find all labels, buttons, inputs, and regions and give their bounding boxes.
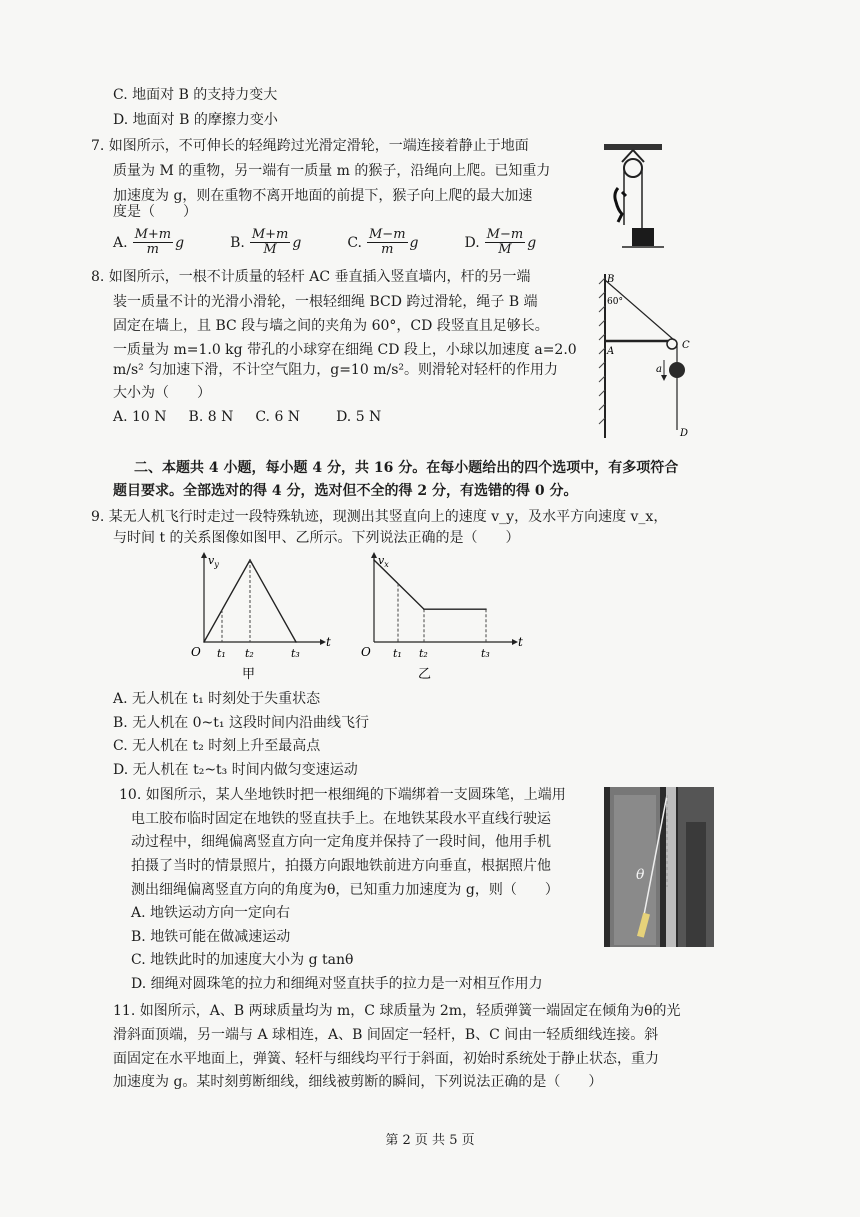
tick-label-t3: t₃ — [481, 647, 490, 660]
q8-option-b: B. 8 N — [188, 409, 234, 425]
q10-option-c: C. 地铁此时的加速度大小为 g tanθ — [131, 952, 354, 968]
theta-label: θ — [636, 867, 645, 883]
chart-yi — [360, 548, 530, 688]
chart-caption: 甲 — [242, 667, 256, 682]
q9-stem-line: 9. 某无人机飞行时走过一段特殊轨迹，现测出其竖直向上的速度 v_y，及水平方向速度 v_x， — [91, 509, 668, 525]
y-axis-label: $v_y$ — [208, 554, 219, 569]
pulley-wheel — [667, 339, 677, 349]
q7-stem-line: 度是（ ） — [113, 204, 197, 220]
q10-stem-line: 拍摄了当时的情景照片，拍摄方向跟地铁前进方向垂直，根据照片他 — [131, 858, 551, 874]
q8-stem-line: 装一质量不计的光滑小滑轮，一根轻细绳 BCD 跨过滑轮，绳子 B 端 — [113, 294, 538, 310]
section-2-header: 题目要求。全部选对的得 4 分，选对但不全的得 2 分，有选错的得 0 分。 — [113, 483, 578, 499]
q9-stem-line: 与时间 t 的关系图像如图甲、乙所示。下列说法正确的是（ ） — [113, 530, 520, 546]
x-axis-label: t — [518, 635, 523, 649]
q8-option-c: C. 6 N — [255, 409, 301, 425]
data-point — [373, 559, 375, 561]
rod-pulley-figure — [596, 268, 696, 443]
weight-block — [632, 228, 654, 246]
data-point — [295, 641, 297, 643]
q10-stem-line: 测出细绳偏离竖直方向的角度为θ，已知重力加速度为 g，则（ ） — [131, 882, 559, 898]
q8-stem-line: 大小为（ ） — [113, 385, 211, 401]
q8-option-d: D. 5 N — [336, 409, 382, 425]
q9-option-c: C. 无人机在 t₂ 时刻上升至最高点 — [113, 738, 321, 754]
q7-option-c: C. $\frac{M-m}{m}$ g — [347, 227, 419, 257]
q7-option-d: D. $\frac{M-m}{M}$ g — [464, 227, 537, 257]
q7-options — [113, 228, 582, 257]
label-c: C — [682, 340, 690, 351]
q10-stem-line: 动过程中，细绳偏离竖直方向一定角度并保持了一段时间，他用手机 — [131, 834, 551, 850]
q10-option-b: B. 地铁可能在做减速运动 — [131, 929, 291, 945]
q8-stem-line: m/s² 匀加速下滑，不计空气阻力，g=10 m/s²。则滑轮对轻杆的作用力 — [113, 362, 558, 378]
q8-stem-line: 一质量为 m=1.0 kg 带孔的小球穿在细绳 CD 段上，小球以加速度 a=2.0 — [113, 342, 577, 358]
chart-jia — [190, 548, 340, 688]
y-axis-label: $v_x$ — [378, 554, 389, 569]
q6-option-c: C. 地面对 B 的支持力变大 — [113, 87, 278, 103]
q9-option-a: A. 无人机在 t₁ 时刻处于失重状态 — [113, 691, 321, 707]
tick-label-t2: t₂ — [245, 647, 254, 660]
series-line — [374, 560, 486, 609]
q8-stem-line: 固定在墙上，且 BC 段与墙之间的夹角为 60°，CD 段竖直且足够长。 — [113, 318, 549, 334]
y-axis-arrow — [201, 552, 207, 558]
q7-stem-line: 加速度为 g，则在重物不离开地面的前提下，猴子向上爬的最大加速 — [113, 188, 533, 204]
y-axis-arrow — [371, 552, 377, 558]
q10-option-d: D. 细绳对圆珠笔的拉力和细绳对竖直扶手的拉力是一对相互作用力 — [131, 976, 543, 992]
data-point — [203, 641, 205, 643]
tick-label-t3: t₃ — [291, 647, 300, 660]
label-angle: 60° — [607, 297, 623, 307]
pulley-wheel — [624, 159, 642, 177]
q10-stem-line: 电工胶布临时固定在地铁的竖直扶手上。在地铁某段水平直线行驶运 — [131, 811, 551, 827]
x-axis-label: t — [326, 635, 331, 649]
label-acceleration: a — [656, 364, 662, 375]
pulley-monkey-figure — [598, 140, 668, 255]
fraction: $\frac{M-m}{M}$ — [486, 227, 524, 257]
origin-label: O — [191, 645, 201, 659]
chart-caption: 乙 — [418, 667, 432, 682]
page-footer: 第 2 页 共 5 页 — [385, 1133, 475, 1148]
subway-photo-image — [604, 787, 714, 947]
tick-label-t1: t₁ — [393, 647, 402, 660]
q11-stem-line: 滑斜面顶端，另一端与 A 球相连，A、B 间固定一轻杆，B、C 间由一轻质细线连接。斜 — [113, 1027, 659, 1043]
q10-option-a: A. 地铁运动方向一定向右 — [131, 905, 291, 921]
label-d: D — [680, 428, 689, 439]
tick-label-t2: t₂ — [419, 647, 428, 660]
q7-option-a: A. $\frac{M+m}{m}$ g — [113, 227, 185, 257]
q9-option-d: D. 无人机在 t₂~t₃ 时间内做匀变速运动 — [113, 762, 358, 778]
q8-stem-line: 8. 如图所示，一根不计质量的轻杆 AC 垂直插入竖直墙内，杆的另一端 — [91, 269, 531, 285]
q7-option-b: B. $\frac{M+m}{M}$ g — [230, 227, 302, 257]
q8-option-a: A. 10 N — [113, 409, 167, 425]
q6-option-d: D. 地面对 B 的摩擦力变小 — [113, 112, 278, 128]
q7-stem-line: 质量为 M 的重物，另一端有一质量 m 的猴子，沿绳向上爬。已知重力 — [113, 163, 551, 179]
q11-stem-line: 11. 如图所示，A、B 两球质量均为 m，C 球质量为 2m，轻质弹簧一端固定在倾角为θ的光 — [113, 1003, 681, 1019]
ball — [669, 362, 685, 378]
q9-option-b: B. 无人机在 0~t₁ 这段时间内沿曲线飞行 — [113, 715, 369, 731]
origin-label: O — [361, 645, 371, 659]
fraction: $\frac{M-m}{m}$ — [368, 227, 406, 257]
fraction: $\frac{M+m}{m}$ — [134, 227, 172, 257]
rope-bc — [605, 280, 674, 340]
label-a: A — [607, 346, 615, 357]
subway-photo — [604, 787, 714, 947]
tick-label-t1: t₁ — [217, 647, 226, 660]
q11-stem-line: 面固定在水平地面上，弹簧、轻杆与细线均平行于斜面，初始时系统处于静止状态，重力 — [113, 1051, 659, 1067]
label-b: B — [607, 274, 615, 285]
q11-stem-line: 加速度为 g。某时刻剪断细线，细线被剪断的瞬间，下列说法正确的是（ ） — [113, 1074, 603, 1090]
ceiling — [604, 144, 662, 150]
section-2-header: 二、本题共 4 小题，每小题 4 分，共 16 分。在每小题给出的四个选项中，有多项符合 — [134, 460, 679, 476]
q10-stem-line: 10. 如图所示，某人坐地铁时把一根细绳的下端绑着一支圆珠笔，上端用 — [119, 787, 566, 803]
q7-stem-line: 7. 如图所示，不可伸长的轻绳跨过光滑定滑轮，一端连接着静止于地面 — [91, 138, 529, 154]
q8-options — [113, 409, 381, 425]
fraction: $\frac{M+m}{M}$ — [251, 227, 289, 257]
